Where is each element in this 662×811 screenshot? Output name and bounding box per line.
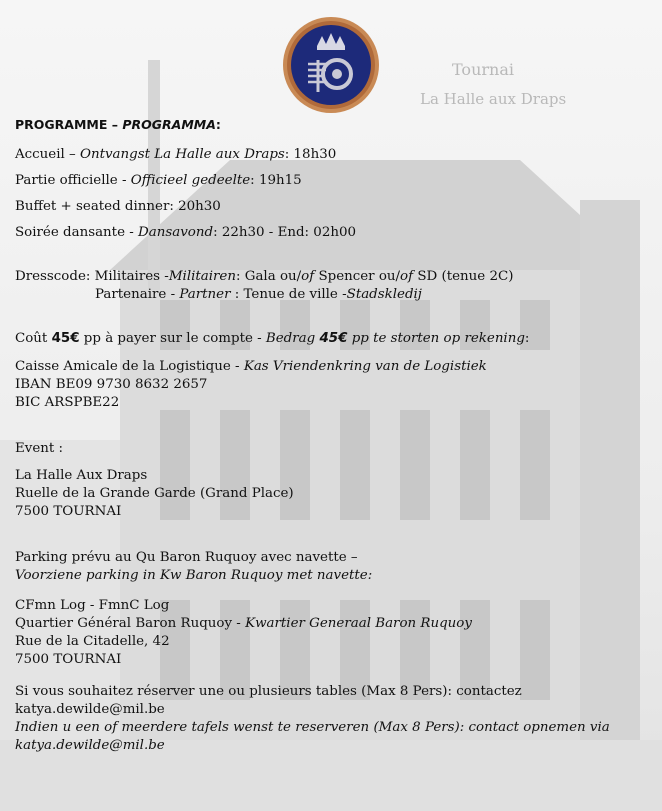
schedule-dinner: Buffet + seated dinner: 20h30: [15, 199, 221, 214]
watermark-subtitle: La Halle aux Draps: [420, 90, 567, 108]
reservation-fr: Si vous souhaitez réserver une ou plusieurs tables (Max 8 Pers): contactez: [15, 684, 522, 699]
cost-line: Coût 45€ pp à payer sur le compte - Bedrag 45€ pp te storten op rekening:: [15, 331, 530, 346]
reservation-nl: Indien u een of meerdere tafels wenst te reserveren (Max 8 Pers): contact opnemen via: [15, 720, 610, 735]
event-venue: La Halle Aux Draps: [15, 468, 148, 483]
schedule-reception: Accueil – Ontvangst La Halle aux Draps: 18h30: [15, 147, 337, 162]
event-city: 7500 TOURNAI: [15, 504, 122, 519]
parking-nl: Voorziene parking in Kw Baron Ruquoy met navette:: [15, 568, 373, 583]
parking-quarter: Quartier Général Baron Ruquoy - Kwartier Generaal Baron Ruquoy: [15, 616, 472, 631]
parking-fr: Parking prévu au Qu Baron Ruquoy avec navette –: [15, 550, 358, 565]
schedule-official: Partie officielle - Officieel gedeelte: 19h15: [15, 173, 302, 188]
event-street: Ruelle de la Grande Garde (Grand Place): [15, 486, 294, 501]
event-label: Event :: [15, 441, 64, 456]
bank-iban: IBAN BE09 9730 8632 2657: [15, 377, 208, 392]
reservation-email-nl[interactable]: katya.dewilde@mil.be: [15, 738, 165, 753]
bank-name: Caisse Amicale de la Logistique - Kas Vriendenkring van de Logistiek: [15, 359, 487, 374]
dresscode-military: Dresscode: Militaires -Militairen: Gala ou/of Spencer ou/of SD (tenue 2C): [15, 269, 514, 284]
dresscode-partner: Partenaire - Partner : Tenue de ville -Stadskledij: [95, 287, 422, 302]
parking-city: 7500 TOURNAI: [15, 652, 122, 667]
reservation-email-fr[interactable]: katya.dewilde@mil.be: [15, 702, 165, 717]
parking-street: Rue de la Citadelle, 42: [15, 634, 170, 649]
bank-bic: BIC ARSPBE22: [15, 395, 120, 410]
parking-org: CFmn Log - FmnC Log: [15, 598, 170, 613]
programme-heading: PROGRAMME – PROGRAMMA:: [15, 117, 221, 132]
watermark-title: Tournai: [452, 60, 514, 79]
schedule-dance: Soirée dansante - Dansavond: 22h30 - End: 02h00: [15, 225, 357, 240]
